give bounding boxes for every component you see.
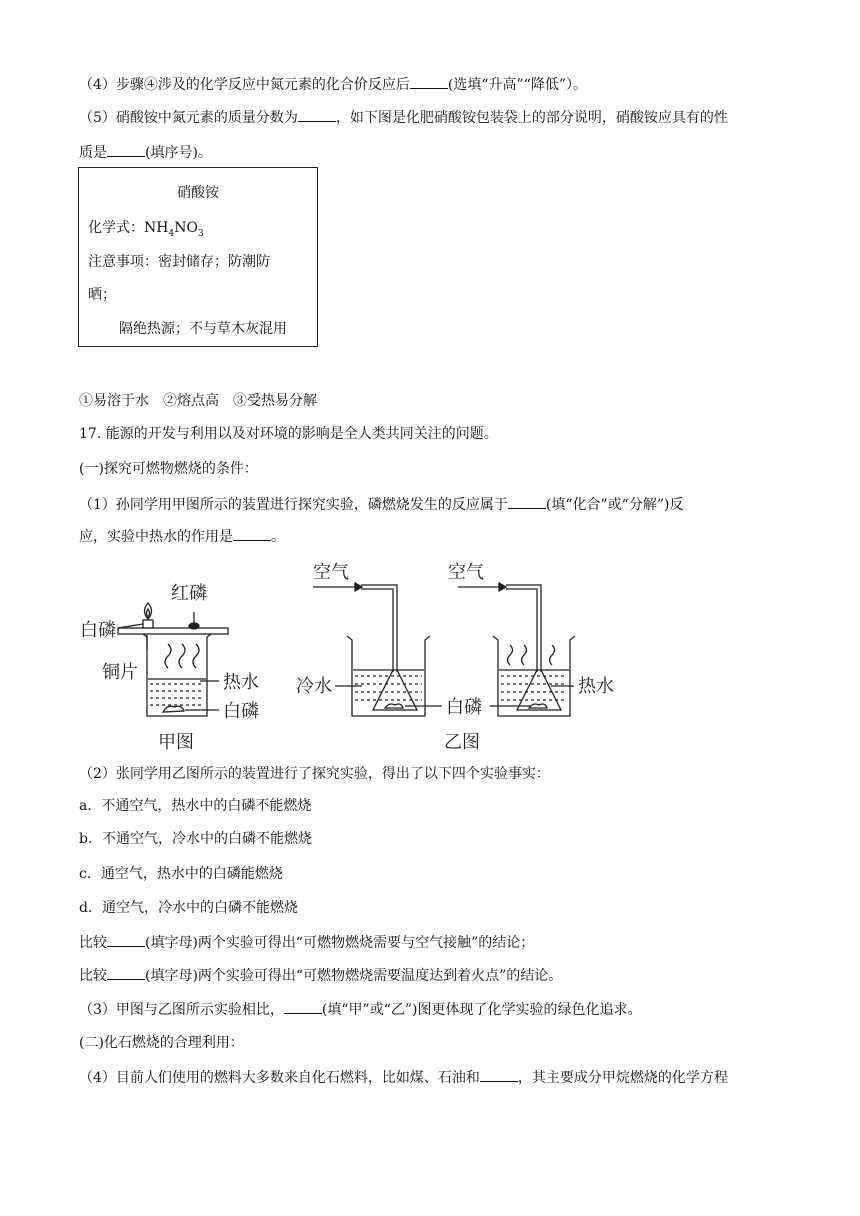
label-air-right: 空气 [448, 562, 484, 583]
label-white-phosphorus-yi: 白磷 [446, 697, 482, 718]
q16-part5-text-d: (填序号)。 [145, 145, 212, 161]
formula-subscript: 3 [197, 228, 204, 239]
fact-a: a．不通空气，热水中的白磷不能燃烧 [79, 798, 312, 814]
answer-blank[interactable] [298, 107, 336, 122]
q16-part5-text-b: ，如下图是化肥硝酸铵包装袋上的部分说明，硝酸铵应具有的性 [335, 110, 728, 126]
label-note-1: 注意事项：密封储存；防潮防 [88, 254, 270, 270]
q16-part4-end: (选填“升高”“降低”）。 [447, 77, 587, 93]
label-copper-plate: 铜片 [102, 662, 138, 683]
compare-2 [79, 965, 562, 986]
jia-beaker [118, 603, 228, 716]
answer-blank[interactable] [480, 1067, 518, 1082]
formula-part: NH [144, 220, 169, 236]
q16-options: ①易溶于水 ②熔点高 ③受热易分解 [79, 393, 317, 409]
compare-2-b: (填字母)两个实验可得出“可燃物燃烧需要温度达到着火点”的结论。 [145, 968, 563, 984]
q16-part5-cont [79, 142, 212, 163]
q17-q2: （2）张同学用乙图所示的装置进行了探究实验，得出了以下四个实验事实： [79, 766, 550, 782]
compare-1-b: (填字母)两个实验可得出“可燃物燃烧需要与空气接触”的结论； [145, 935, 535, 951]
combustion-experiment-figure [70, 552, 640, 758]
q17-part1-heading: (一)探究可燃物燃烧的条件： [79, 461, 258, 477]
fertilizer-label-box [78, 167, 318, 347]
label-formula [88, 217, 204, 239]
q17-q4-b: ，其主要成分甲烷燃烧的化学方程 [517, 1070, 728, 1086]
label-hot-water-jia: 热水 [223, 672, 259, 693]
formula-part: NO [174, 220, 198, 236]
label-cold-water: 冷水 [296, 676, 332, 697]
q17-q1-text-c: 应，实验中热水的作用是 [79, 529, 233, 545]
q17-q3-b: (填“甲”或“乙”)图更体现了化学实验的绿色化追求。 [321, 1002, 642, 1018]
answer-blank[interactable] [233, 526, 271, 541]
q17-q1-text-b: (填“化合”或“分解”)反 [545, 497, 684, 513]
q17-part2-heading: (二)化石燃烧的合理利用： [79, 1035, 244, 1051]
answer-blank[interactable] [410, 74, 448, 89]
fact-d: d．通空气，冷水中的白磷不能燃烧 [79, 900, 298, 916]
q17-q1-line2 [79, 526, 285, 547]
label-white-phosphorus-top: 白磷 [80, 620, 116, 641]
fact-c: c．通空气，热水中的白磷能燃烧 [79, 866, 283, 882]
q17-title: 17. 能源的开发与利用以及对环境的影响是全人类共同关注的问题。 [79, 426, 498, 442]
label-note-3: 隔绝热源；不与草木灰混用 [119, 321, 287, 337]
q17-q1-line1 [79, 494, 683, 515]
q16-part4 [79, 74, 587, 95]
fact-b: b．不通空气，冷水中的白磷不能燃烧 [79, 831, 312, 847]
yi-beaker-hot [405, 583, 575, 716]
q17-q1-text-a: （1）孙同学用甲图所示的装置进行探究实验，磷燃烧发生的反应属于 [79, 497, 508, 513]
answer-blank[interactable] [508, 494, 546, 509]
answer-blank[interactable] [107, 142, 145, 157]
caption-yi: 乙图 [444, 732, 480, 753]
caption-jia: 甲图 [158, 732, 194, 753]
q16-part5 [79, 107, 728, 128]
q17-q1-text-d: 。 [271, 529, 285, 545]
q17-q4-a: （4）目前人们使用的燃料大多数来自化石燃料，比如煤、石油和 [79, 1070, 480, 1086]
compare-1 [79, 932, 534, 953]
label-formula-prefix: 化学式： [88, 220, 144, 236]
q17-q3 [79, 999, 641, 1020]
answer-blank[interactable] [107, 965, 145, 980]
answer-blank[interactable] [107, 932, 145, 947]
label-title: 硝酸铵 [177, 185, 219, 201]
q17-q4 [79, 1067, 728, 1088]
label-red-phosphorus: 红磷 [171, 583, 207, 604]
formula-subscript: 4 [168, 228, 175, 239]
compare-2-a: 比较 [79, 968, 107, 984]
label-hot-water-yi: 热水 [578, 676, 614, 697]
q16-part5-text-a: （5）硝酸铵中氮元素的质量分数为 [79, 110, 298, 126]
q16-part5-text-c: 质是 [79, 145, 107, 161]
label-white-phosphorus-jia: 白磷 [223, 701, 259, 722]
q16-part4-text: （4）步骤④涉及的化学反应中氮元素的化合价反应后 [79, 77, 410, 93]
answer-blank[interactable] [284, 999, 322, 1014]
compare-1-a: 比较 [79, 935, 107, 951]
q17-q3-a: （3）甲图与乙图所示实验相比， [79, 1002, 284, 1018]
label-note-2: 晒； [88, 287, 116, 303]
label-air-left: 空气 [313, 562, 349, 583]
